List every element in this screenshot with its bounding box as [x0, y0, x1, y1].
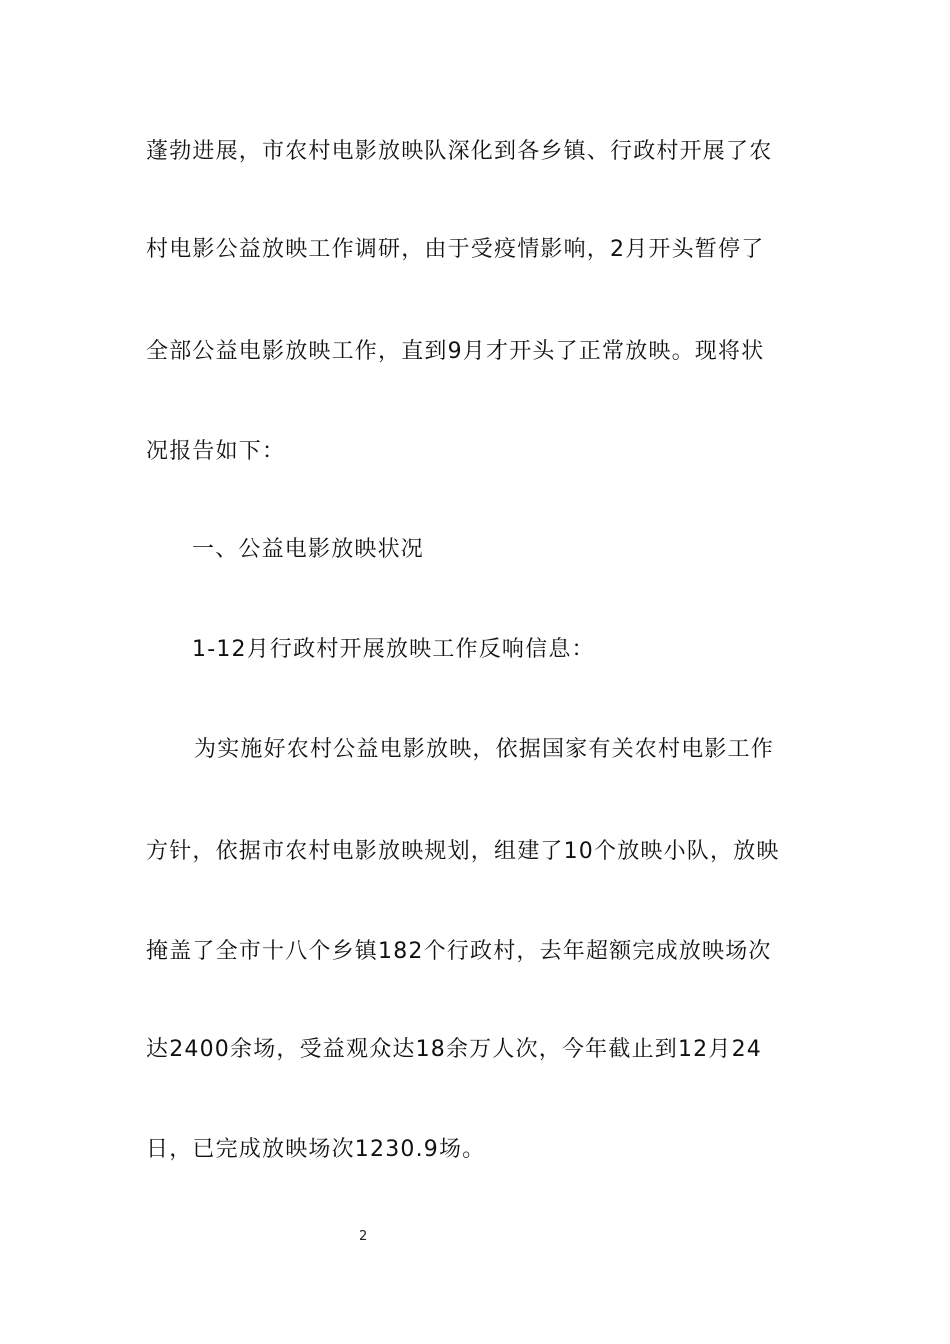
paragraph-line-8: 达2400余场，受益观众达18余万人次，今年截止到12月24: [146, 1037, 762, 1062]
paragraph-line-9: 日，已完成放映场次1230.9场。: [146, 1137, 486, 1162]
paragraph-line-7: 掩盖了全市十八个乡镇182个行政村，去年超额完成放映场次: [146, 939, 772, 964]
paragraph-line-6: 方针，依据市农村电影放映规划，组建了10个放映小队，放映: [146, 839, 780, 864]
section-heading: 一、公益电影放映状况: [192, 537, 425, 562]
paragraph-line-4: 况报告如下：: [146, 439, 286, 464]
subheading-feedback: 1-12月行政村开展放映工作反响信息：: [192, 637, 595, 662]
paragraph-line-2: 村电影公益放映工作调研，由于受疫情影响，2月开头暂停了: [146, 237, 765, 262]
paragraph-line-1: 蓬勃进展，市农村电影放映队深化到各乡镇、行政村开展了农: [146, 139, 773, 164]
paragraph-line-3: 全部公益电影放映工作，直到9月才开头了正常放映。现将状: [146, 339, 765, 364]
paragraph-line-5: 为实施好农村公益电影放映，依据国家有关农村电影工作: [194, 737, 775, 762]
page-number: 2: [359, 1229, 368, 1244]
